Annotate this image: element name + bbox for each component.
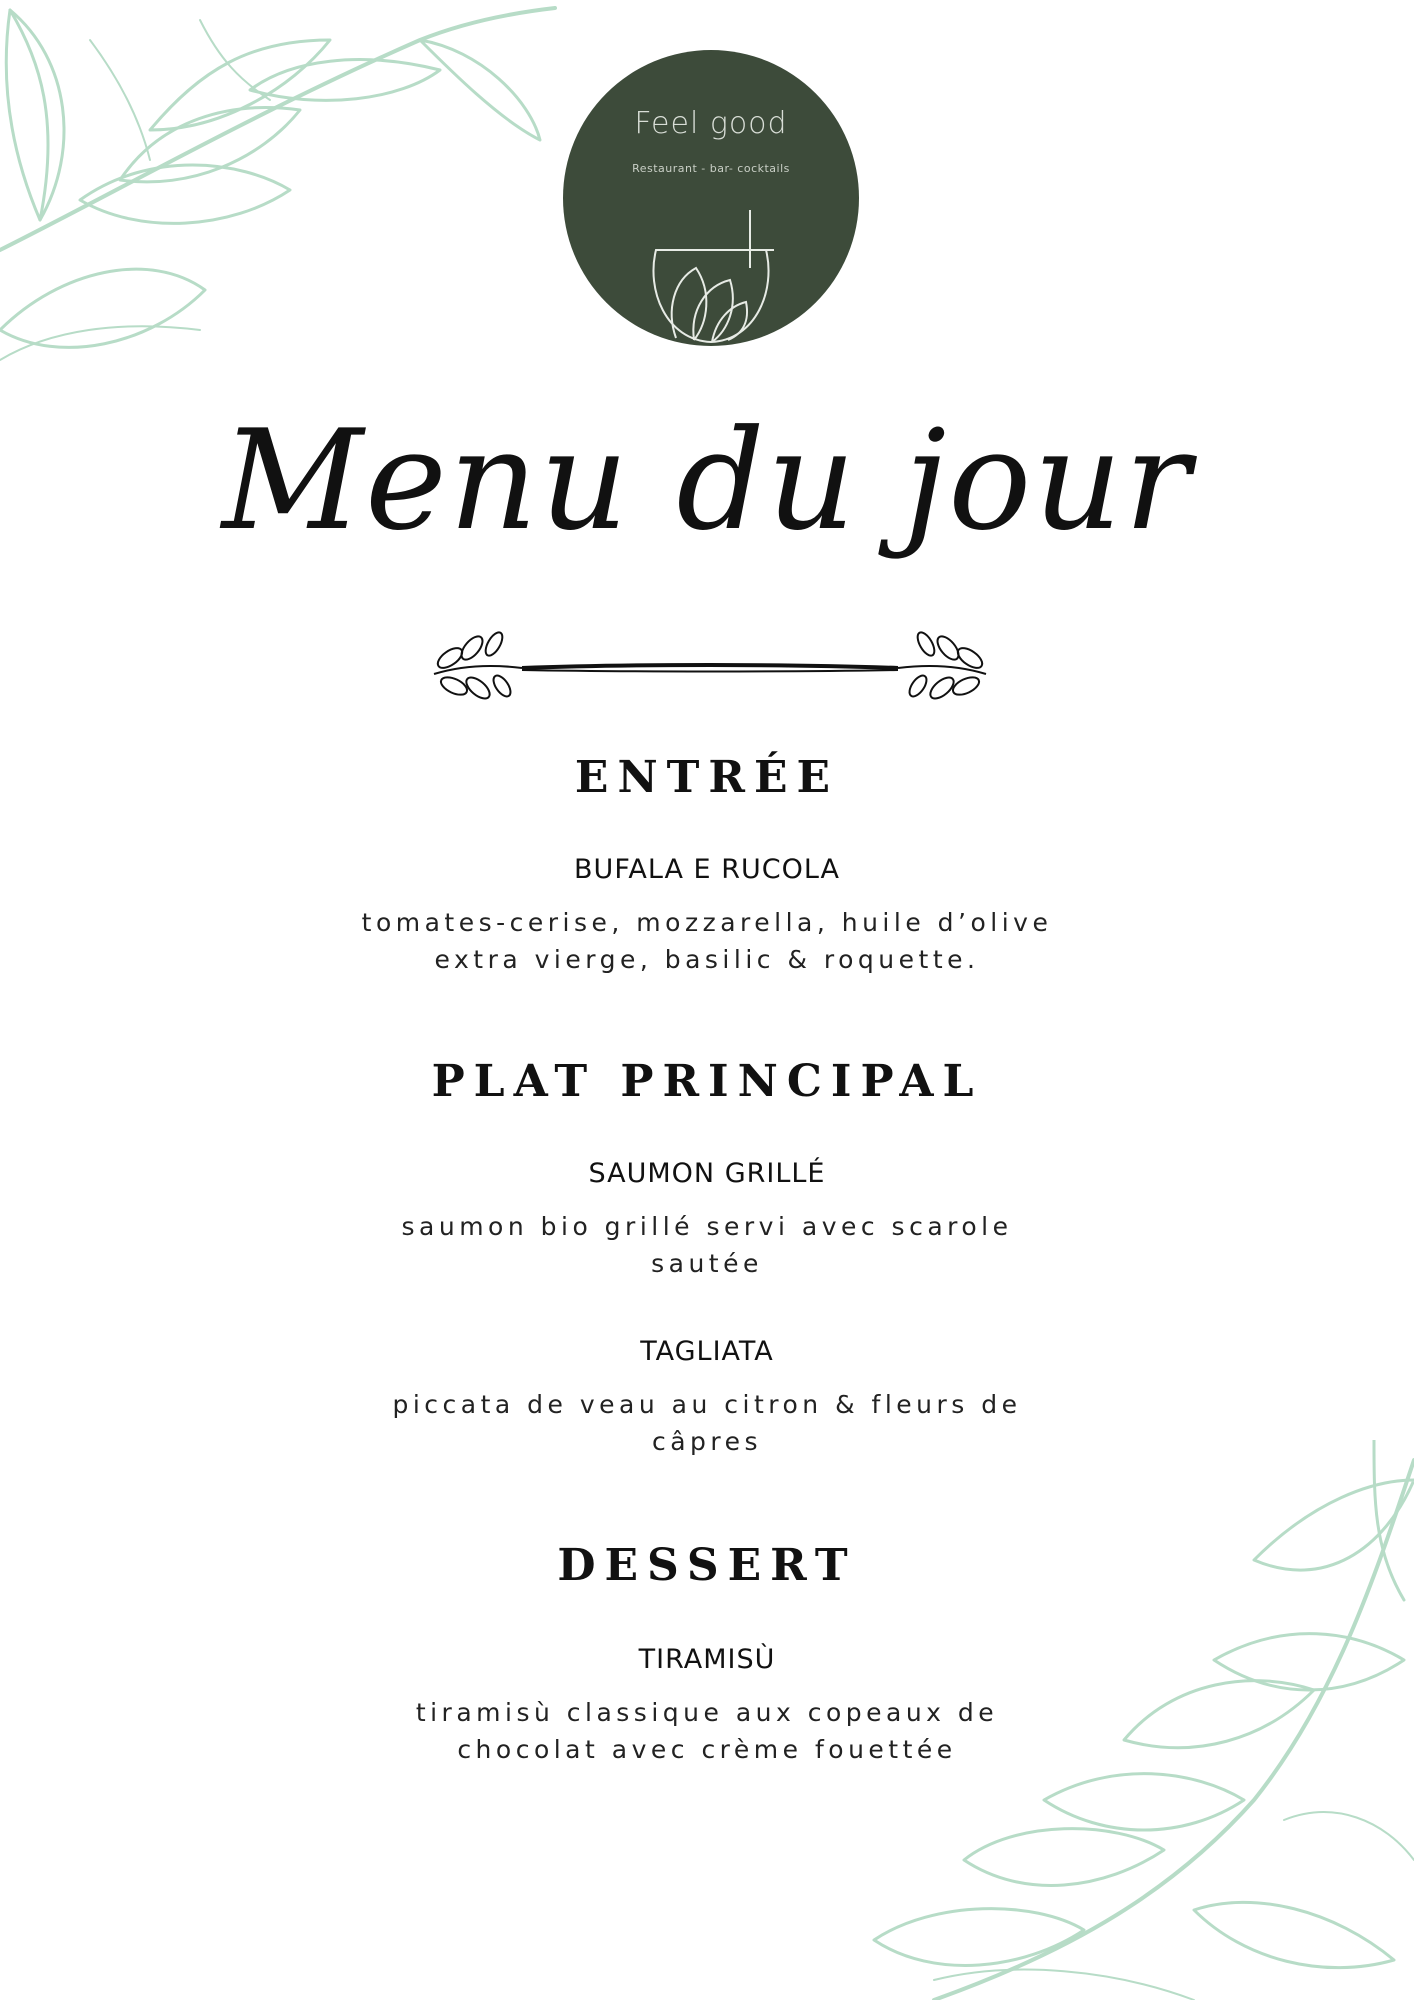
dish-name-tagliata: TAGLIATA	[640, 1336, 774, 1367]
cocktail-glass-icon	[646, 210, 776, 346]
logo-name: Feel good	[634, 106, 788, 141]
dish-description-saumon-grille: saumon bio grillé servi avec scarole sautée	[401, 1212, 1013, 1278]
page-title: Menu du jour	[221, 400, 1193, 561]
section-title-dessert: DESSERT	[557, 1540, 857, 1591]
dish-name-tiramisu: TIRAMISÙ	[638, 1644, 776, 1675]
dish-description-tagliata: piccata de veau au citron & fleurs de câpres	[392, 1390, 1022, 1456]
dish-name-saumon-grille: SAUMON GRILLÉ	[588, 1158, 826, 1189]
leaf-divider-decoration	[430, 622, 990, 704]
restaurant-logo	[563, 50, 859, 346]
foliage-top-left-decoration	[0, 0, 560, 380]
dish-name-bufala-e-rucola: BUFALA E RUCOLA	[574, 854, 840, 885]
logo-tagline: Restaurant - bar- cocktails	[632, 162, 790, 175]
section-title-plat-principal: PLAT PRINCIPAL	[431, 1056, 983, 1107]
dish-description-bufala-e-rucola: tomates-cerise, mozzarella, huile d’olive extra vierge, basilic & roquette.	[361, 908, 1053, 974]
dish-description-tiramisu: tiramisù classique aux copeaux de chocolat avec crème fouettée	[415, 1698, 999, 1764]
section-title-entree: ENTRÉE	[574, 752, 840, 803]
